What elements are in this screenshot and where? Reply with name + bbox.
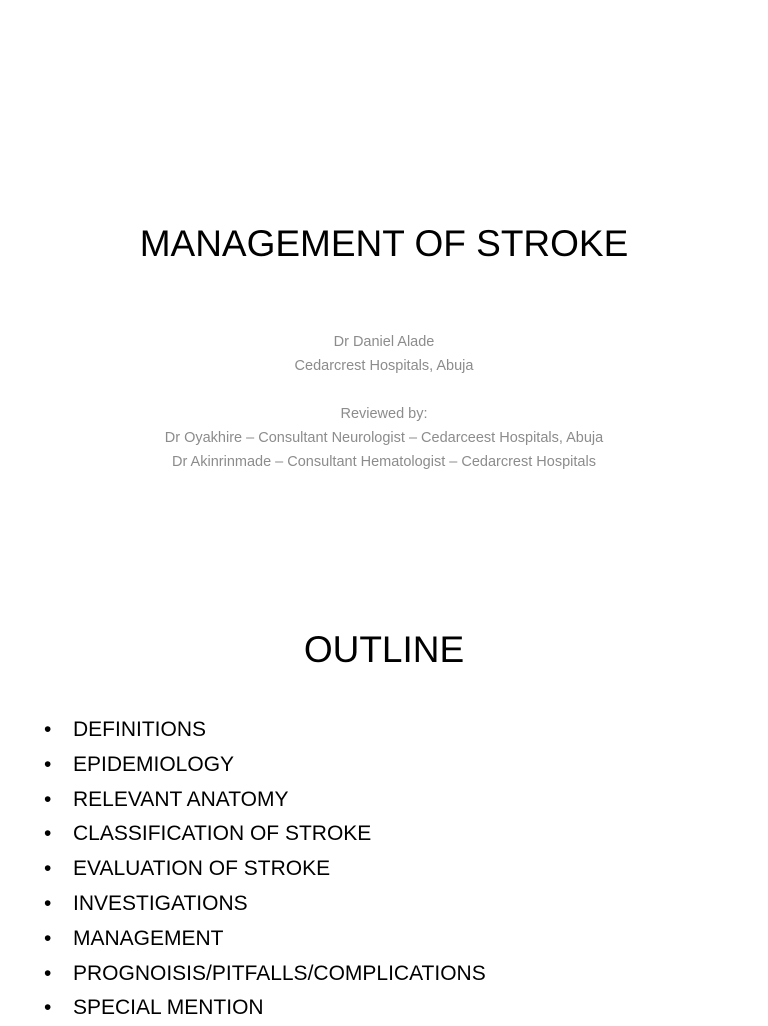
outline-item bbox=[44, 957, 486, 992]
outline-slide bbox=[0, 576, 768, 1024]
bullet-icon: • bbox=[44, 822, 52, 846]
outline-item-label: RELEVANT ANATOMY bbox=[73, 787, 289, 811]
bullet-icon: • bbox=[44, 787, 52, 811]
reviewed-by-label: Reviewed by: bbox=[340, 406, 428, 422]
outline-item bbox=[44, 817, 486, 852]
outline-item-label: CLASSIFICATION OF STROKE bbox=[73, 822, 372, 846]
bullet-icon: • bbox=[44, 718, 52, 741]
outline-item-label: EPIDEMIOLOGY bbox=[73, 752, 235, 776]
bullet-icon: • bbox=[44, 752, 52, 776]
presentation-title: MANAGEMENT OF STROKE bbox=[139, 223, 629, 264]
reviewer-line: Dr Oyakhire – Consultant Neurologist – Cedarceest Hospitals, Abuja bbox=[164, 430, 604, 446]
outline-item-label: SPECIAL MENTION bbox=[73, 996, 264, 1020]
outline-item bbox=[44, 887, 486, 922]
outline-item bbox=[44, 991, 486, 1026]
bullet-icon: • bbox=[44, 891, 52, 915]
outline-item bbox=[44, 713, 486, 748]
outline-item-label: PROGNOISIS/PITFALLS/COMPLICATIONS bbox=[73, 961, 486, 985]
outline-item bbox=[44, 748, 486, 783]
author-name: Dr Daniel Alade bbox=[333, 334, 435, 350]
outline-item-label: INVESTIGATIONS bbox=[73, 891, 248, 915]
outline-item-label: DEFINITIONS bbox=[73, 718, 207, 741]
outline-item-label: EVALUATION OF STROKE bbox=[73, 857, 331, 881]
bullet-icon: • bbox=[44, 961, 52, 985]
outline-item bbox=[44, 852, 486, 887]
outline-list bbox=[44, 713, 486, 1026]
bullet-icon: • bbox=[44, 996, 52, 1020]
author-affiliation: Cedarcrest Hospitals, Abuja bbox=[294, 358, 474, 374]
subtitle-block bbox=[0, 330, 768, 474]
spacer-line bbox=[0, 378, 768, 402]
bullet-icon: • bbox=[44, 857, 52, 881]
outline-item bbox=[44, 783, 486, 818]
reviewer-line: Dr Akinrinmade – Consultant Hematologist – Cedarcrest Hospitals bbox=[172, 454, 596, 470]
outline-item-label: MANAGEMENT bbox=[73, 926, 224, 950]
outline-title: OUTLINE bbox=[303, 629, 465, 670]
bullet-icon: • bbox=[44, 926, 52, 950]
outline-item bbox=[44, 922, 486, 957]
